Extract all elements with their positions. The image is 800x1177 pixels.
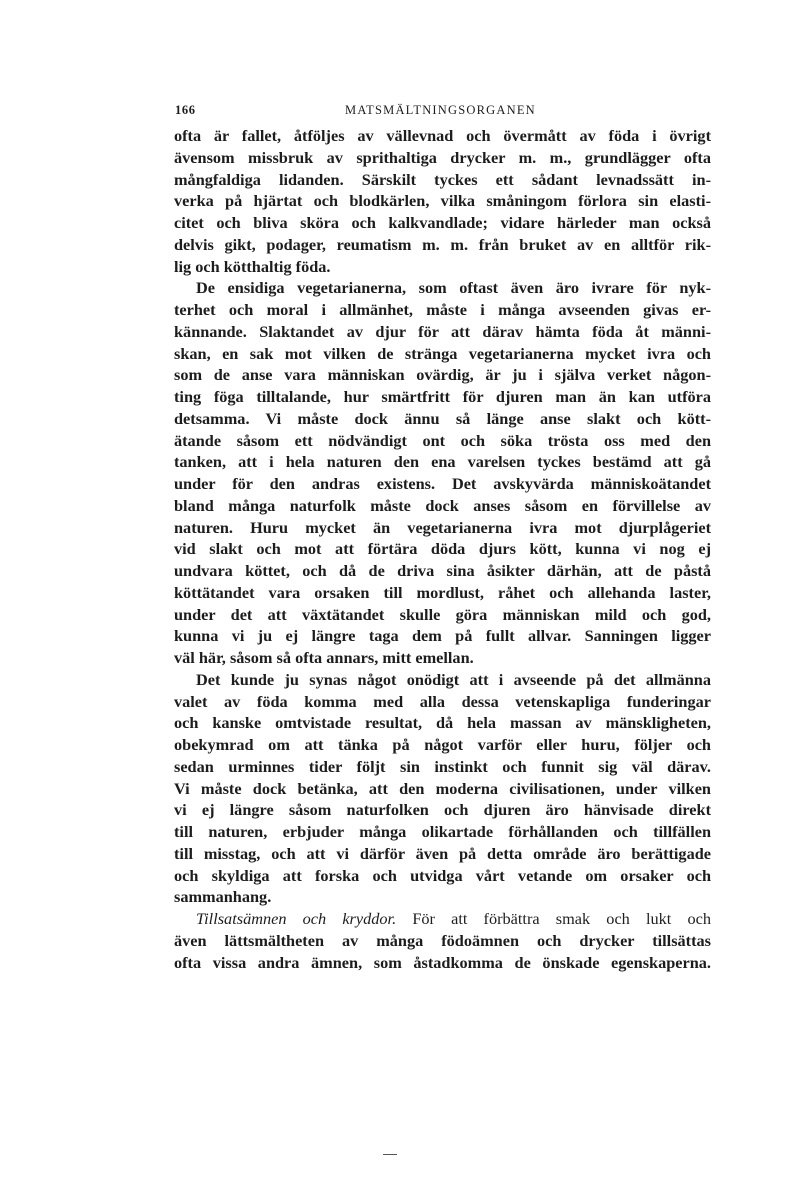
text-line: sedan urminnes tider följt sin instinkt och funnit sig väl därav. [174,756,711,776]
text-line: ofta vissa andra ämnen, som åstadkomma de önskade egenskaperna. [174,952,711,972]
text-line: sammanhang. [174,887,272,907]
text-line: terhet och moral i allmänhet, måste i många avseenden givas er- [174,300,711,319]
text-line: verka på hjärtat och blodkärlen, vilka småningom förlora sin elasti- [174,191,711,211]
text-line: lig och kötthaltig föda. [174,256,331,276]
text-line: ätande såsom ett nödvändigt ont och söka trösta oss med den [174,430,711,450]
text-line: även lättsmältheten av många födoämnen och drycker tillsättas [174,930,711,950]
text-line: mångfaldiga lidanden. Särskilt tyckes ett sådant levnadssätt in- [174,169,711,189]
text-line: under för den andras existens. Det avskyvärda människoätandet [174,474,711,493]
text-line: undvara köttet, och då de driva sina åsikter därhän, att de påstå [174,561,711,580]
text-line: detsamma. Vi måste dock ännu så länge anse slakt och kött- [174,408,711,428]
text-line: under det att växtätandet skulle göra människan mild och god, [174,604,711,624]
body-text [174,125,711,973]
text-line: ofta är fallet, åtföljes av vällevnad och övermått av föda i övrigt [174,126,711,145]
running-head [175,103,710,119]
text-line: kunna vi ju ej längre taga dem på fullt allvar. Sanningen ligger [174,626,711,646]
text-line: som de anse vara människan ovärdig, är ju i själva verket någon- [174,365,711,385]
running-head-title: MATSMÄLTNINGSORGANEN [345,103,536,117]
text-line: citet och bliva sköra och kalkvandlade; vidare härleder man också [174,213,711,232]
text-line: köttätandet vara orsaken till mordlust, råhet och allehanda laster, [174,582,711,602]
text-line: till misstag, och att vi därför även på detta område äro berättigade [174,843,711,863]
text-line: Vi måste dock betänka, att den moderna civilisationen, under vilken [174,778,711,798]
text-line: ting föga tilltalande, hur smärtfritt för djuren man än kan utföra [174,387,711,406]
text-line: valet av föda komma med alla dessa vetenskapliga funderingar [174,691,711,711]
text-line: Det kunde ju synas något onödigt att i avseende på det allmänna [196,669,711,689]
text-line: bland många naturfolk måste dock anses såsom en förvillelse av [174,495,711,515]
text-line: vi ej längre såsom naturfolken och djuren äro hänvisade direkt [174,800,711,820]
text-line: naturen. Huru mycket än vegetarianerna ivra mot djurplågeriet [174,517,711,537]
text-line: och kanske omtvistade resultat, då hela massan av mänskligheten, [174,713,711,733]
text-line: ävensom missbruk av sprithaltiga drycker m. m., grundlägger ofta [174,147,711,167]
text-line: obekymrad om att tänka på något varför eller huru, följer och [174,735,711,754]
text-line: vid slakt och mot att förtära döda djurs kött, kunna vi nog ej [174,539,711,559]
text-line: och skyldiga att forska och utvidga vårt vetande om orsaker och [174,865,711,885]
text-line: delvis gikt, podager, reumatism m. m. från bruket av en alltför rik- [174,234,711,254]
footer-mark [383,1154,397,1155]
text-line: kännande. Slaktandet av djur för att därav hämta föda åt männi- [174,321,711,341]
text-line: skan, en sak mot vilken de stränga vegetarianerna mycket ivra och [174,343,711,363]
section-lead-italic: Tillsatsämnen och kryddor. [196,909,397,928]
text-line: väl här, såsom så ofta annars, mitt emellan. [174,648,474,667]
text-line [174,908,711,930]
page-number: 166 [175,103,196,117]
text-line: tanken, att i hela naturen den ena varelsen tyckes bestämd att gå [174,452,711,472]
text-run: För att förbättra smak och lukt och [396,909,711,928]
text-line: till naturen, erbjuder många olikartade förhållanden och tillfällen [174,822,711,841]
text-line: De ensidiga vegetarianerna, som oftast även äro ivrare för nyk- [196,278,711,298]
